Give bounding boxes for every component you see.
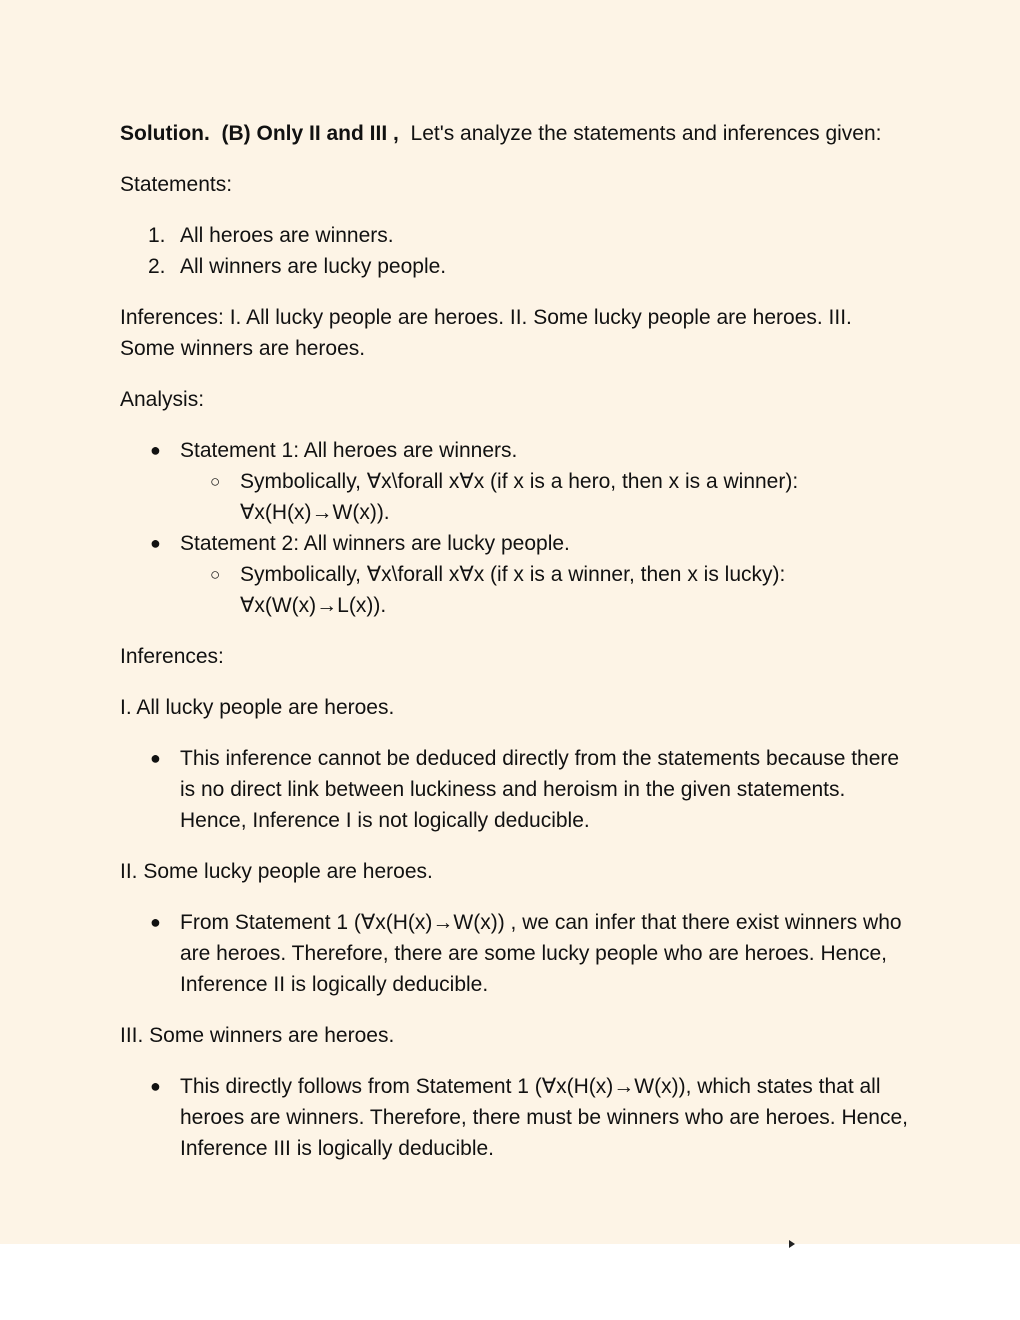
inference-detail-text: From Statement 1 (∀x(H(x)→W(x)) , we can infer that there exist winners who are heroes. Therefore, there are some lucky people who are heroes. Hence, Inference II is logically deducible. xyxy=(180,911,902,996)
bullet-icon: ● xyxy=(150,748,161,768)
inference-detail xyxy=(120,743,910,836)
inference-detail-list xyxy=(120,907,910,1000)
bullet-icon: ● xyxy=(150,1076,161,1096)
inference-detail-list xyxy=(120,743,910,836)
analysis-subitem xyxy=(180,466,910,528)
analysis-list xyxy=(120,435,910,621)
statement-item xyxy=(120,251,910,282)
solution-label: Solution. xyxy=(120,122,210,145)
statement-text: All heroes are winners. xyxy=(180,224,394,247)
inferences-summary: Inferences: I. All lucky people are heroes. II. Some lucky people are heroes. III. Some winners are heroes. xyxy=(120,306,852,360)
inference-detail-text: This inference cannot be deduced directly from the statements because there is no direct link between luckiness and heroism in the given statements. Hence, Inference I is not logically deducible. xyxy=(180,747,900,832)
statement-number: 1. xyxy=(148,224,166,247)
circle-bullet-icon: ○ xyxy=(210,565,221,584)
inference-title: I. All lucky people are heroes. xyxy=(120,696,395,719)
analysis-item xyxy=(120,435,910,528)
statement-item xyxy=(120,220,910,251)
bullet-icon: ● xyxy=(150,533,161,553)
analysis-subitem-text: Symbolically, ∀x\forall x∀x (if x is a hero, then x is a winner): ∀x(H(x)→W(x)). xyxy=(240,470,799,524)
analysis-heading: Analysis: xyxy=(120,388,205,411)
statements-list xyxy=(120,220,910,282)
analysis-sublist xyxy=(180,466,910,528)
analysis-subitem-text: Symbolically, ∀x\forall x∀x (if x is a winner, then x is lucky): ∀x(W(x)→L(x)). xyxy=(240,563,786,617)
solution-intro: Let's analyze the statements and inferences given: xyxy=(410,122,882,145)
analysis-subitem xyxy=(180,559,910,621)
analysis-sublist xyxy=(180,559,910,621)
inference-detail-text: This directly follows from Statement 1 (∀x(H(x)→W(x)), which states that all heroes are winners. Therefore, there must be winners who are heroes. Hence, Inference III is logically deducible. xyxy=(180,1075,908,1160)
analysis-item-text: Statement 1: All heroes are winners. xyxy=(180,439,518,462)
inference-title: II. Some lucky people are heroes. xyxy=(120,860,433,883)
solution-paragraph xyxy=(120,118,910,149)
solution-answer: (B) Only II and III , xyxy=(221,122,399,145)
inference-title: III. Some winners are heroes. xyxy=(120,1024,395,1047)
cursor-icon xyxy=(789,1240,795,1248)
inference-detail-list xyxy=(120,1071,910,1164)
bullet-icon: ● xyxy=(150,912,161,932)
analysis-item xyxy=(120,528,910,621)
bullet-icon: ● xyxy=(150,440,161,460)
statements-heading: Statements: xyxy=(120,173,233,196)
inferences-heading: Inferences: xyxy=(120,645,224,668)
inference-detail xyxy=(120,1071,910,1164)
inference-detail xyxy=(120,907,910,1000)
statement-text: All winners are lucky people. xyxy=(180,255,447,278)
circle-bullet-icon: ○ xyxy=(210,472,221,491)
analysis-item-text: Statement 2: All winners are lucky people. xyxy=(180,532,570,555)
statement-number: 2. xyxy=(148,255,166,278)
solution-content xyxy=(120,118,910,1184)
